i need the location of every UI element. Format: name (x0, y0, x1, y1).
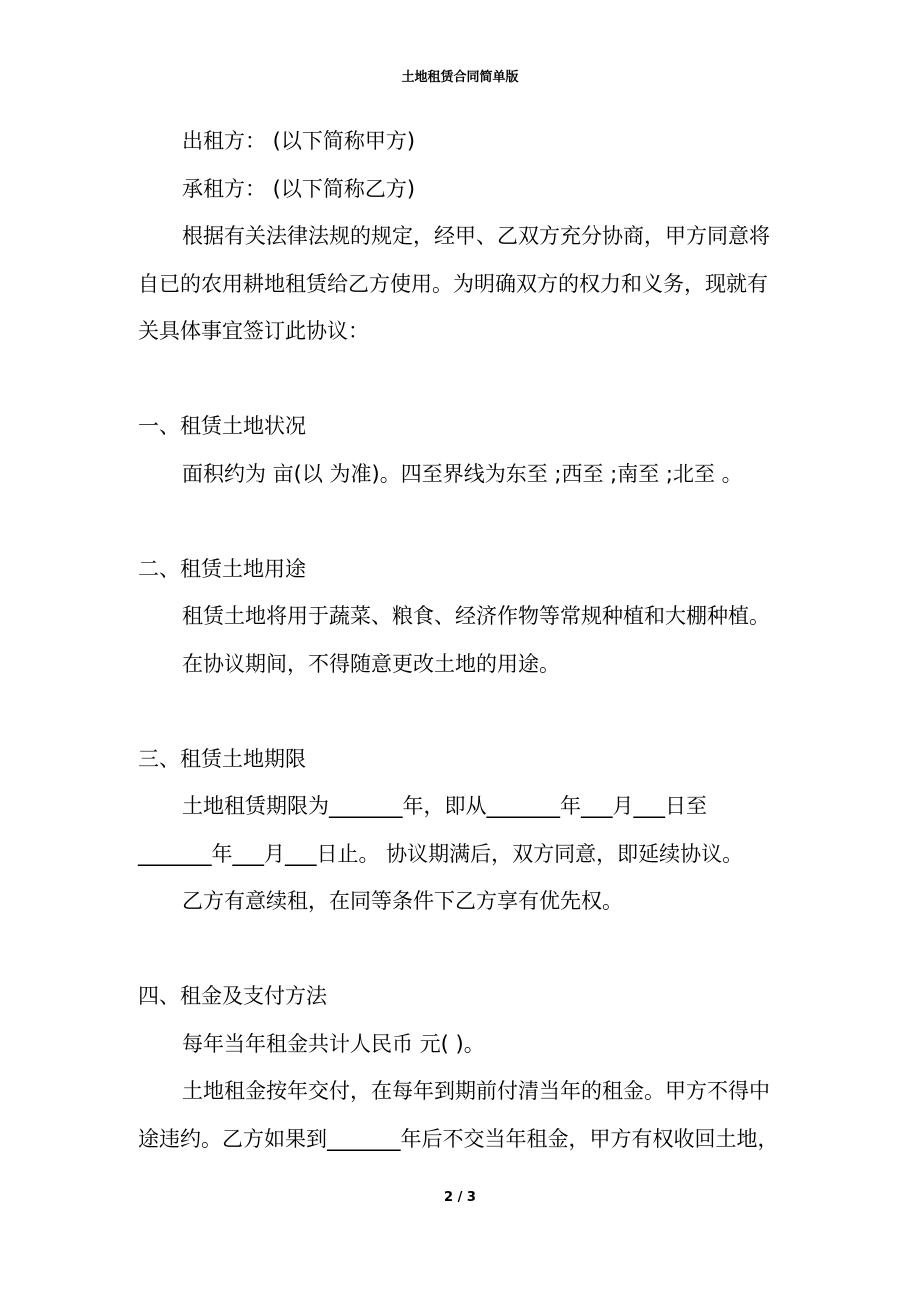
page-number: 2 / 3 (444, 1190, 476, 1205)
section-heading: 四、租金及支付方法 (138, 984, 327, 1008)
lessor-line: 出租方： (以下简称甲方) (182, 129, 416, 153)
intro-line: 自已的农用耕地租赁给乙方使用。为明确双方的权力和义务，现就有 (138, 271, 768, 296)
section-gap (138, 688, 798, 736)
section-line: 每年当年租金共计人民币 元( )。 (182, 1031, 485, 1056)
section-gap (138, 356, 798, 404)
section-heading: 二、租赁土地用途 (138, 556, 306, 581)
section-line: 租赁土地将用于蔬菜、粮食、经济作物等常规种植和大棚种植。 (182, 604, 770, 628)
section-gap (138, 498, 798, 546)
section-heading: 一、租赁土地状况 (138, 414, 306, 438)
section-line: 在协议期间，不得随意更改土地的用途。 (182, 651, 560, 676)
section-line: 土地租赁期限为_______年，即从_______年___月___日至 (182, 794, 707, 818)
lessee-line: 承租方： (以下简称乙方) (182, 176, 416, 201)
section-line: 面积约为 亩(以 为准)。四至界线为东至 ;西至 ;南至 ;北至 。 (182, 461, 743, 486)
section-line: 途违约。乙方如果到_______年后不交当年租金，甲方有权收回土地， (138, 1126, 779, 1151)
document-body (138, 118, 798, 1163)
intro-line: 关具体事宜签订此协议： (138, 319, 369, 343)
section-line: _______年___月___日止。 协议期满后，双方同意，即延续协议。 (138, 841, 744, 866)
section-line: 乙方有意续租，在同等条件下乙方享有优先权。 (182, 889, 623, 913)
page-header-title: 土地租赁合同简单版 (401, 70, 519, 85)
section-line: 土地租金按年交付，在每年到期前付清当年的租金。甲方不得中 (182, 1079, 770, 1103)
section-gap (138, 926, 798, 974)
intro-line: 根据有关法律法规的规定，经甲、乙双方充分协商，甲方同意将 (182, 224, 770, 248)
section-heading: 三、租赁土地期限 (138, 746, 306, 771)
